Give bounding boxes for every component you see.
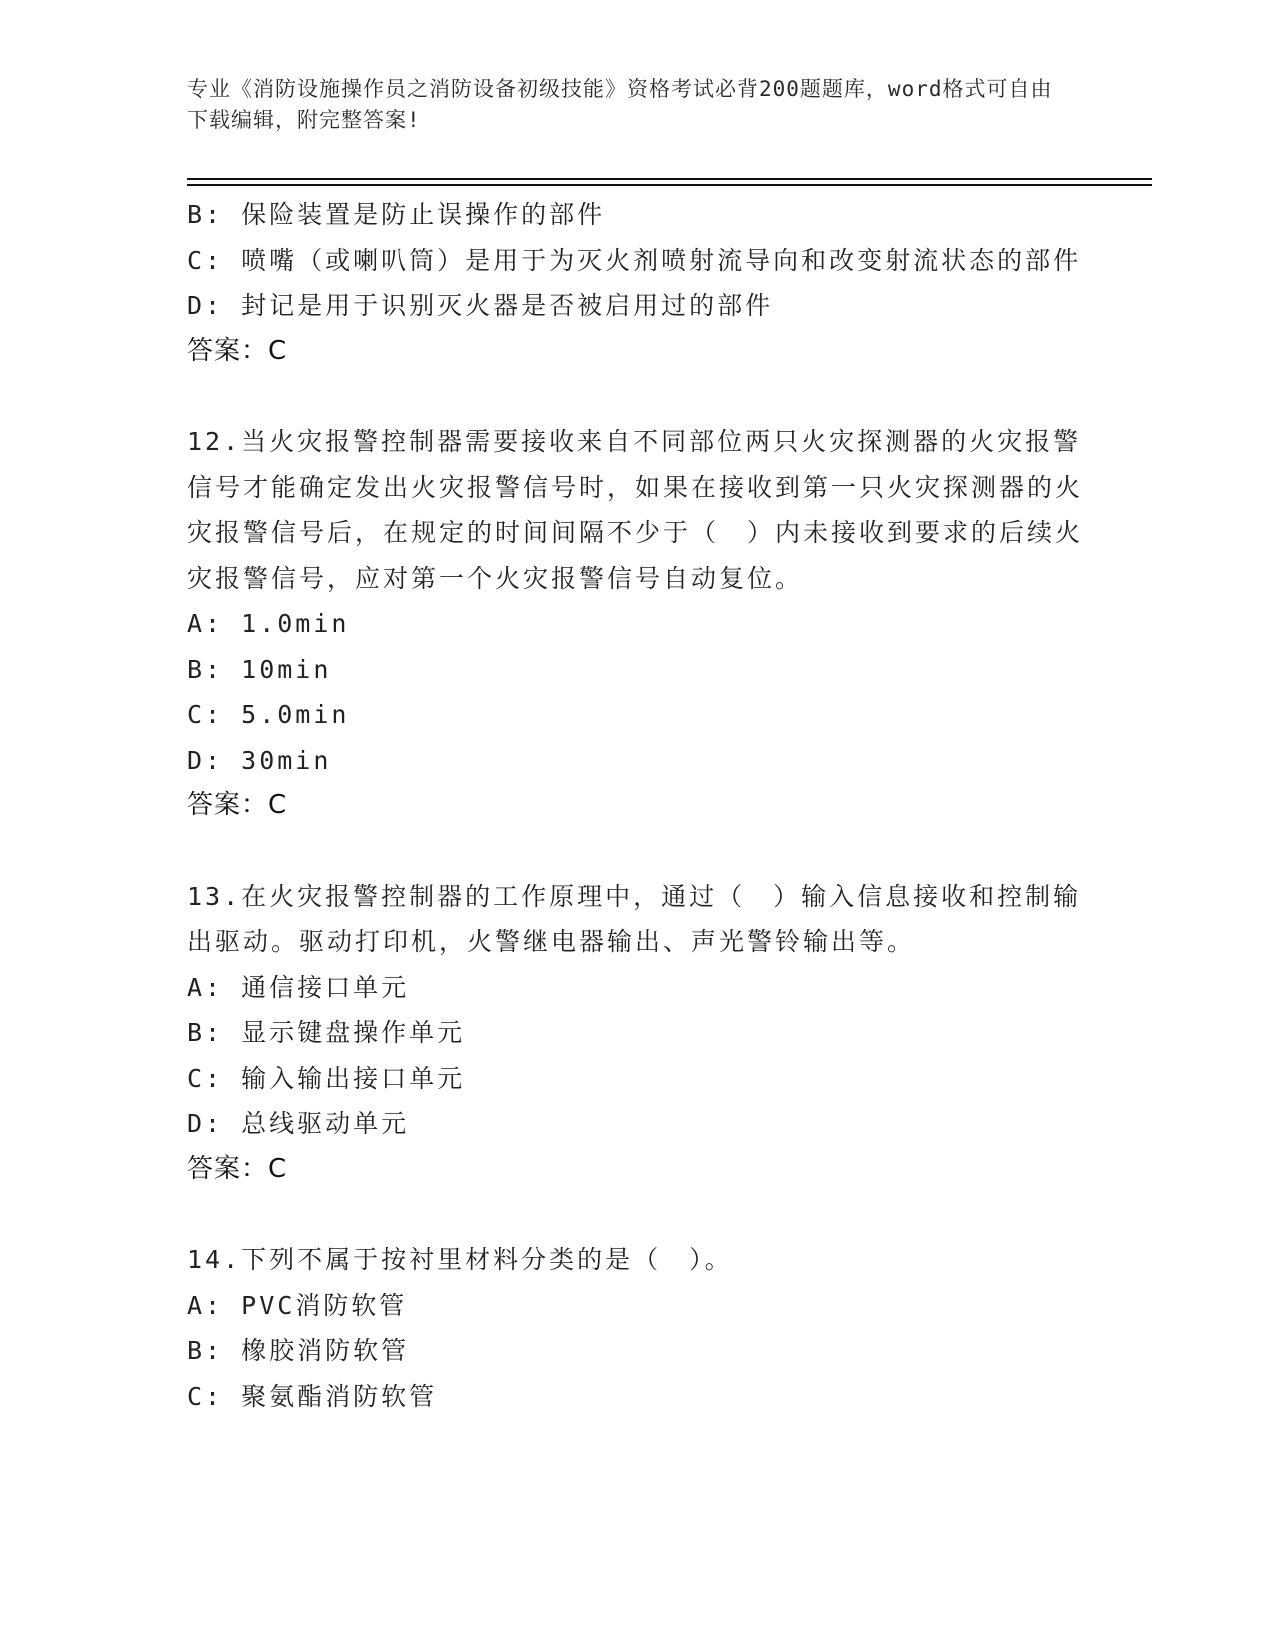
option-d: D: 封记是用于识别灭火器是否被启用过的部件 <box>187 291 774 320</box>
answer: 答案：C <box>187 1153 288 1184</box>
question-12 <box>187 419 1087 829</box>
question-stem: 13.在火灾报警控制器的工作原理中，通过（ ）输入信息接收和控制输出驱动。驱动打印机，火警继电器输出、声光警铃输出等。 <box>187 881 1082 956</box>
question-11-tail <box>187 192 1087 374</box>
question-stem: 14.下列不属于按衬里材料分类的是（ ）。 <box>187 1245 733 1274</box>
option-b: B: 10min <box>187 654 332 684</box>
spacer <box>187 374 1087 419</box>
header-divider-bottom <box>187 184 1152 186</box>
spacer <box>187 1192 1087 1237</box>
option-a: A: PVC消防软管 <box>187 1290 408 1320</box>
answer: 答案：C <box>187 335 288 366</box>
question-14 <box>187 1237 1087 1419</box>
option-c: C: 5.0min <box>187 700 350 729</box>
option-a: A: 通信接口单元 <box>187 972 410 1002</box>
option-a: A: 1.0min <box>187 609 350 638</box>
question-stem: 12.当火灾报警控制器需要接收来自不同部位两只火灾探测器的火灾报警信号才能确定发出火灾报警信号时，如果在接收到第一只火灾探测器的火灾报警信号后，在规定的时间间隔不少于（ ）内未接收到要求的后续火灾报警信号，应对第一个火灾报警信号自动复位。 <box>187 427 1084 593</box>
option-d: D: 总线驱动单元 <box>187 1109 410 1138</box>
option-b: B: 显示键盘操作单元 <box>187 1018 466 1047</box>
question-list <box>187 192 1087 1419</box>
option-b: B: 橡胶消防软管 <box>187 1336 410 1365</box>
option-c: C: 喷嘴（或喇叭筒）是用于为灭火剂喷射流导向和改变射流状态的部件 <box>187 245 1082 275</box>
option-c: C: 输入输出接口单元 <box>187 1063 466 1093</box>
option-d: D: 30min <box>187 745 332 775</box>
header-divider-top <box>187 178 1152 180</box>
spacer <box>187 829 1087 874</box>
document-title: 专业《消防设施操作员之消防设备初级技能》资格考试必背200题题库，word格式可自由下载编辑，附完整答案! <box>187 77 1053 132</box>
question-13 <box>187 874 1087 1193</box>
option-b: B: 保险装置是防止误操作的部件 <box>187 200 606 229</box>
option-c: C: 聚氨酯消防软管 <box>187 1381 438 1411</box>
answer: 答案：C <box>187 790 288 820</box>
